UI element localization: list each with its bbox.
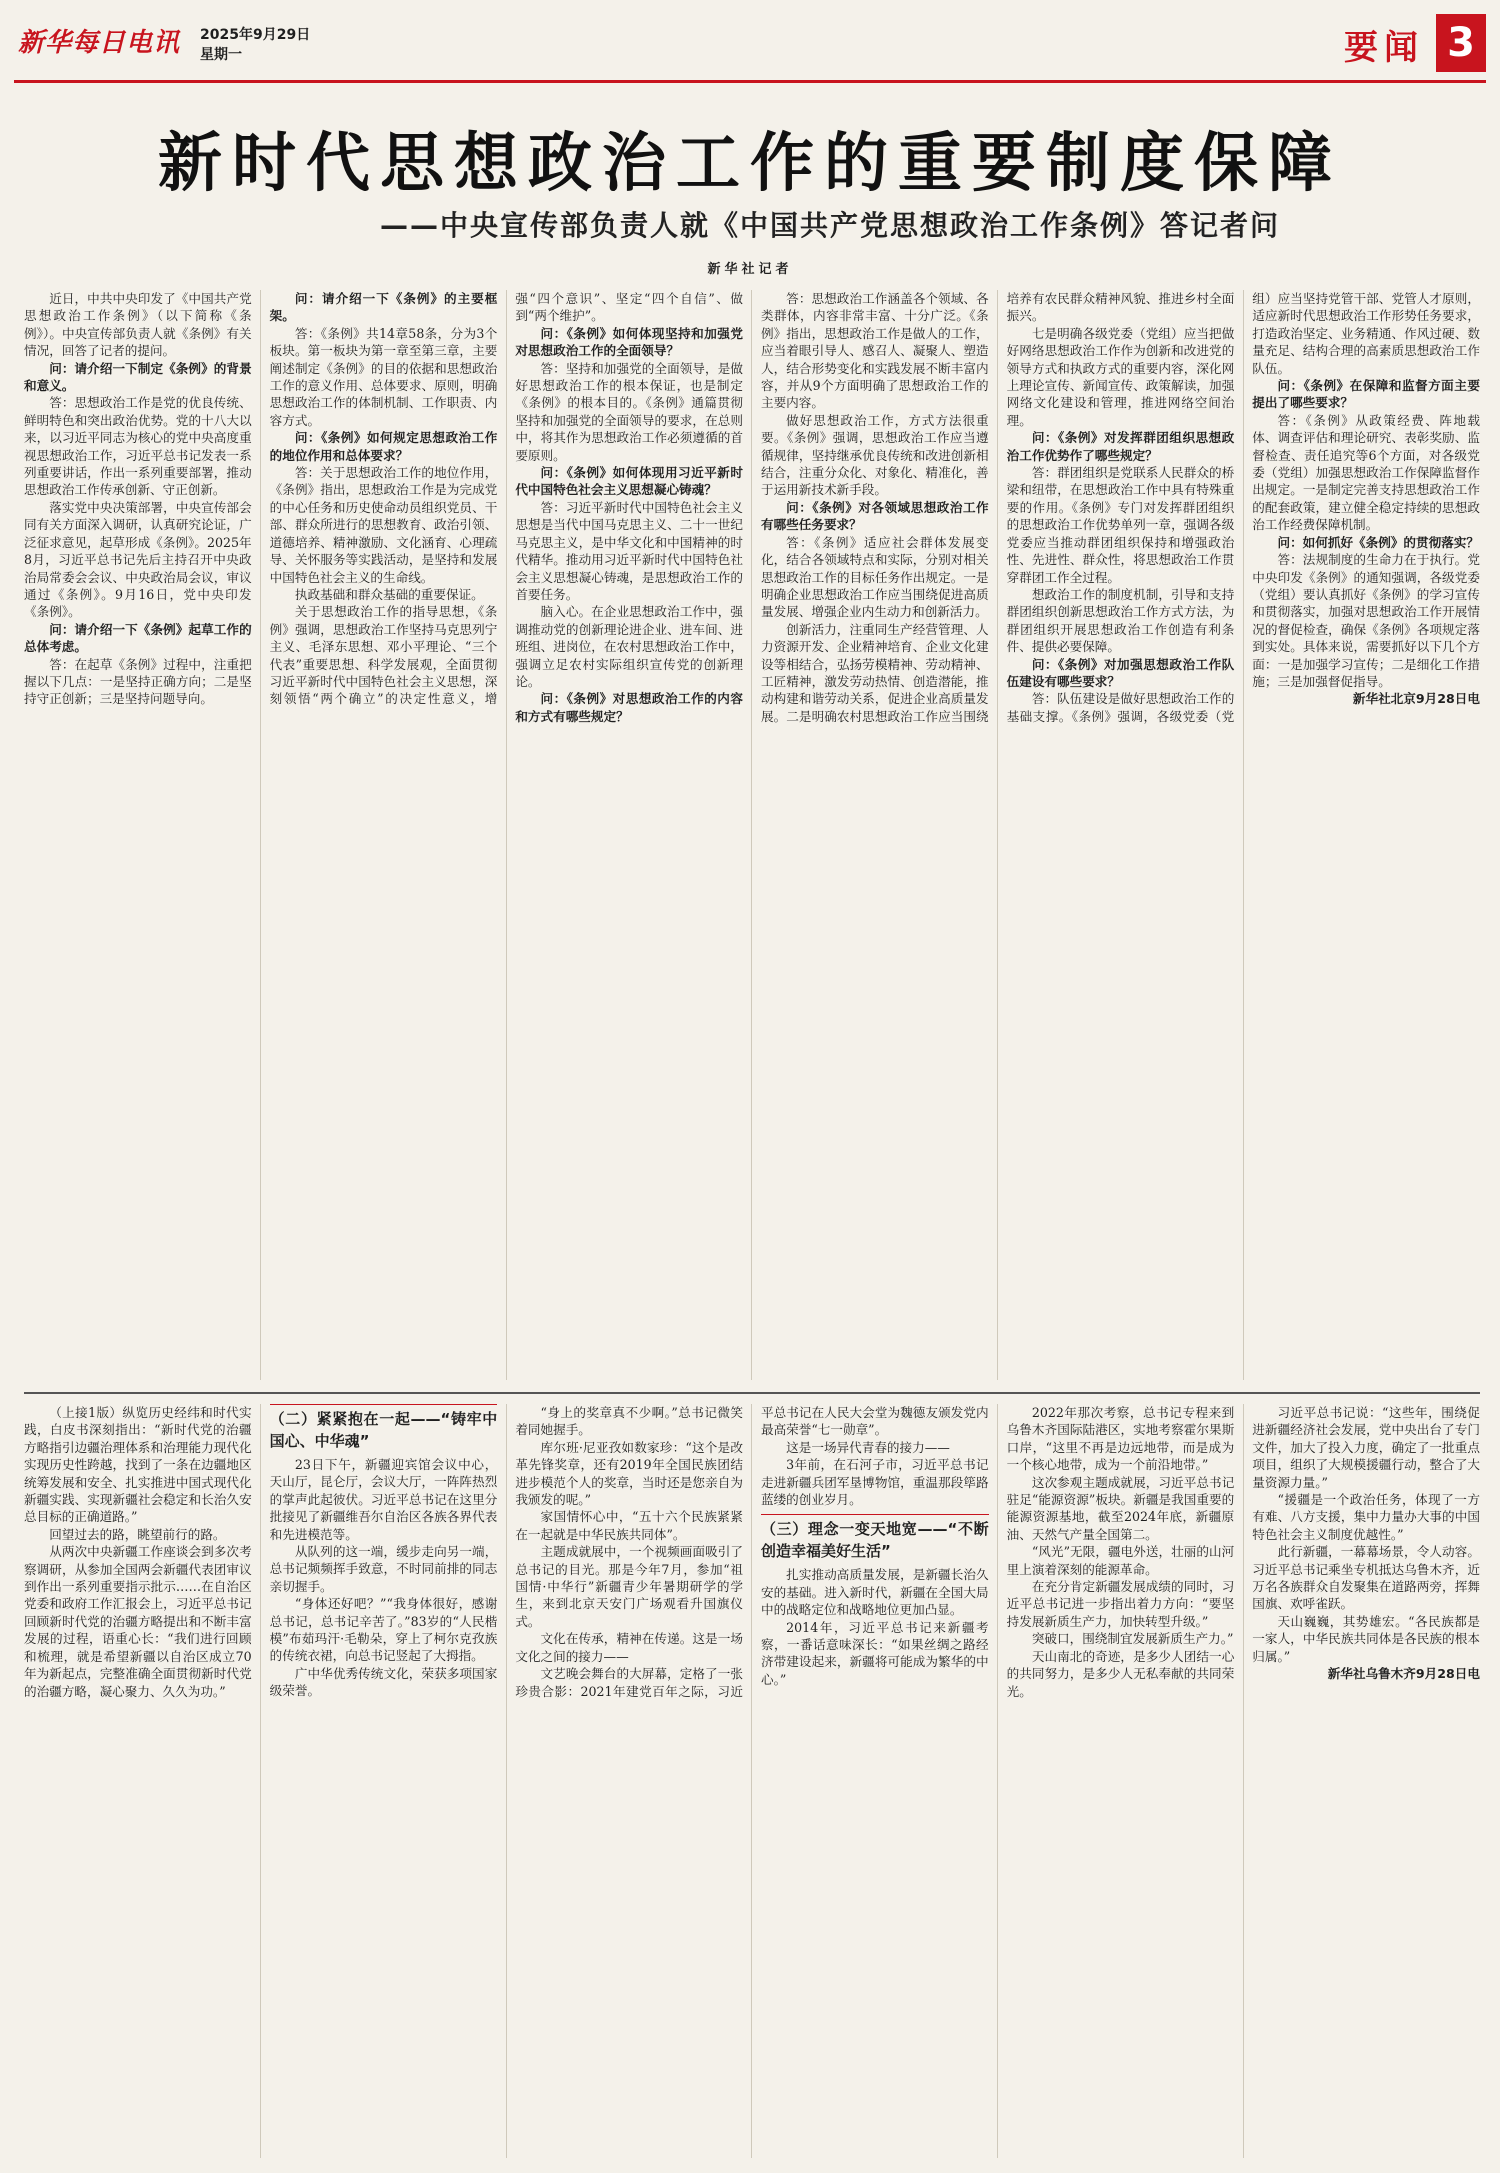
article-headline: 新时代思想政治工作的重要制度保障	[158, 126, 1342, 201]
body-paragraph: “援疆是一个政治任务，体现了一方有难、八方支援，集中力量办大事的中国特色社会主义制度优越性。”	[1252, 1492, 1480, 1542]
body-paragraph: 答：思想政治工作是党的优良传统、鲜明特色和突出政治优势。党的十八大以来，以习近平同志为核心的党中央高度重视思想政治工作，习近平总书记发表一系列重要讲话，作出一系列重要部署，推动思想政治工作传承创新、守正创新。	[24, 395, 252, 498]
body-paragraph: 答：队伍建设是做好思想政治工作的基础支撑。《条例》强调，各级党委（党组）应当坚持党管干部、党管人才原则，适应新时代思想政治工作形势任务要求，打造政治坚定、业务精通、作风过硬、数量充足、结构合理的高素质思想政治工作队伍。	[1006, 291, 1480, 724]
body-paragraph: 文化在传承，精神在传递。这是一场文化之间的接力——	[515, 1631, 743, 1664]
question-paragraph: 问：《条例》在保障和监督方面主要提出了哪些要求？	[1252, 378, 1480, 411]
article-subheadline: ——中央宣传部负责人就《中国共产党思想政治工作条例》答记者问	[379, 209, 1280, 242]
body-paragraph: 从队列的这一端，缓步走向另一端，总书记频频挥手致意，不时同前排的同志亲切握手。	[269, 1544, 498, 1594]
body-paragraph: 23日下午，新疆迎宾馆会议中心，天山厅，昆仑厅，会议大厅，一阵阵热烈的掌声此起彼伏。习近平总书记在这里分批接见了新疆维吾尔自治区各族各界代表和先进模范等。	[269, 1457, 498, 1542]
body-paragraph: 答：习近平新时代中国特色社会主义思想是当代中国马克思主义、二十一世纪马克思主义，是中华文化和中国精神的时代精华。推动用习近平新时代中国特色社会主义思想凝心铸魂，是思想政治工作的首要任务。	[515, 499, 743, 602]
body-paragraph: （上接1版）纵览历史经纬和时代实践，白皮书深刻指出：“新时代党的治疆方略指引边疆治理体系和治理能力现代化实现历史性跨越，找到了一条在边疆地区统筹发展和安全、扎实推进中国式现代化新疆实践、实现新疆社会稳定和长治久安总目标的正确道路。”	[24, 1405, 252, 1525]
newspaper-brand: 新华每日电讯	[18, 28, 181, 58]
question-paragraph: 问：《条例》对各领域思想政治工作有哪些任务要求？	[760, 499, 989, 533]
continued-story-body	[24, 1404, 1480, 2158]
body-paragraph: 扎实推动高质量发展，是新疆长治久安的基础。进入新时代，新疆在全国大局中的战略定位和战略地位更加凸显。	[760, 1567, 989, 1618]
question-paragraph: 问：《条例》如何规定思想政治工作的地位作用和总体要求？	[269, 430, 498, 463]
body-paragraph: 天山巍巍，其势雄宏。“各民族都是一家人，中华民族共同体是各民族的根本归属。”	[1252, 1613, 1480, 1664]
body-paragraph: 在充分肯定新疆发展成绩的同时，习近平总书记进一步指出着力方向：“要坚持发展新质生产力，加快转型升级。”	[1006, 1579, 1235, 1629]
page-number: 3	[1436, 14, 1486, 72]
body-paragraph: 3年前，在石河子市，习近平总书记走进新疆兵团军垦博物馆，重温那段筚路蓝缕的创业岁月。	[760, 1457, 989, 1508]
question-paragraph: 问：请介绍一下制定《条例》的背景和意义。	[24, 360, 252, 394]
body-paragraph: 广中华优秀传统文化，荣获多项国家级荣誉。	[269, 1665, 498, 1699]
masthead-rule	[14, 80, 1486, 83]
issue-date: 2025年9月29日	[200, 27, 311, 43]
body-paragraph: 答：在起草《条例》过程中，注重把握以下几点：一是坚持正确方向；二是坚持守正创新；三是坚持问题导向。	[24, 656, 252, 707]
body-paragraph: 回望过去的路，眺望前行的路。	[49, 1526, 226, 1542]
masthead	[14, 14, 1486, 76]
body-paragraph: 库尔班·尼亚孜如数家珍：“这个是改革先锋奖章，还有2019年全国民族团结进步模范个人的奖章，当时还是您亲自为我颁发的呢。”	[515, 1439, 743, 1508]
body-paragraph: 答：《条例》适应社会群体发展变化，结合各领域特点和实际，分别对相关思想政治工作的目标任务作出规定。一是明确企业思想政治工作应当围绕促进高质量发展、增强企业内生动力和创新活力。	[760, 534, 989, 620]
question-paragraph: 问：如何抓好《条例》的贯彻落实？	[1277, 534, 1479, 550]
section-name: 要闻	[1344, 28, 1424, 68]
body-paragraph: 2014年，习近平总书记来新疆考察，一番话意味深长：“如果丝绸之路经济带建设起来，新疆将可能成为繁华的中心。”	[760, 1619, 989, 1687]
section-subheading: （三）理念一变天地宽——“不断创造幸福美好生活”	[761, 1514, 989, 1562]
section-subheading: （二）紧紧抱在一起——“铸牢中国心、中华魂”	[270, 1404, 498, 1452]
body-paragraph: 这次参观主题成就展，习近平总书记驻足“能源资源”板块。新疆是我国重要的能源资源基地，截至2024年底，新疆原油、天然气产量全国第二。	[1006, 1474, 1235, 1542]
question-paragraph: 问：《条例》如何体现坚持和加强党对思想政治工作的全面领导？	[515, 325, 743, 359]
body-paragraph: 答：法规制度的生命力在于执行。党中央印发《条例》的通知强调，各级党委（党组）要认真抓好《条例》的学习宣传和贯彻落实，加强对思想政治工作开展情况的督促检查，确保《条例》各项规定落到实处。具体来说，需要抓好以下几个方面：一是加强学习宣传；二是细化工作措施；三是加强督促指导。	[1252, 552, 1480, 689]
body-paragraph: 从两次中央新疆工作座谈会到多次考察调研，从参加全国两会新疆代表团审议到作出一系列重要指示批示……在自治区党委和政府工作汇报会上，习近平总书记回顾新时代党的治疆方略提出和不断丰富发展的过程，语重心长：“我们进行回顾和梳理，就是希望新疆以自治区成立70年为新起点，完整准确全面贯彻新时代党的治疆方略，凝心聚力、久久为功。”	[24, 1544, 252, 1699]
body-paragraph: 答：关于思想政治工作的地位作用，《条例》指出，思想政治工作是为完成党的中心任务和历史使命动员组织党员、干部、群众所进行的思想教育、政治引领、道德培养、精神激励、文化涵育、心理疏导、关怀服务等实践活动，是坚持和发展中国特色社会主义的生命线。	[269, 465, 498, 585]
body-paragraph: 落实党中央决策部署，中央宣传部会同有关方面深入调研，认真研究论证，广泛征求意见，起草形成《条例》。2025年8月，习近平总书记先后主持召开中央政治局常委会会议、中央政治局会议，审议通过《条例》。9月16日，党中央印发《条例》。	[24, 499, 252, 620]
body-paragraph: 2022年那次考察，总书记专程来到乌鲁木齐国际陆港区，实地考察霍尔果斯口岸，“这里不再是边远地带，而是成为一个核心地带，成为一个前沿地带。”	[1006, 1405, 1235, 1473]
body-paragraph: 答：坚持和加强党的全面领导，是做好思想政治工作的根本保证，也是制定《条例》的根本目的。《条例》通篇贯彻坚持和加强党的全面领导的要求，在总则中，将其作为思想政治工作必须遵循的首要原则。	[515, 360, 743, 463]
body-paragraph: 突破口，围绕制宜发展新质生产力。”	[1031, 1631, 1234, 1647]
question-paragraph: 问：《条例》对加强思想政治工作队伍建设有哪些要求？	[1006, 656, 1235, 689]
body-paragraph: 七是明确各级党委（党组）应当把做好网络思想政治工作作为创新和改进党的领导方式和执政方式的重要内容，深化网上理论宣传、新闻宣传、政策解读，加强网络文化建设和管理，推进网络空间治理。	[1006, 325, 1235, 428]
body-paragraph: 创新活力，注重同生产经营管理、人力资源开发、企业精神培育、企业文化建设等相结合，弘扬劳模精神、劳动精神、工匠精神，激发劳动热情、创造潜能，推动构建和谐劳动关系，促进企业高质量发展。二是明确农村思想政治工作应当围绕培养有农民群众精神风貌、推进乡村全面振兴。	[760, 291, 1235, 724]
body-paragraph: 天山南北的奇迹，是多少人团结一心的共同努力，是多少人无私奉献的共同荣光。	[1006, 1648, 1235, 1699]
body-paragraph: 习近平总书记说：“这些年，围绕促进新疆经济社会发展，党中央出台了专门文件，加大了投入力度，确定了一批重点项目，组织了大规模援疆行动，整合了大量资源力量。”	[1252, 1405, 1480, 1490]
body-paragraph: 想政治工作的制度机制，引导和支持群团组织创新思想政治工作方式方法，为群团组织开展思想政治工作创造有利条件、提供必要保障。	[1006, 586, 1235, 655]
body-paragraph: 答：《条例》从政策经费、阵地载体、调查评估和理论研究、表彰奖励、监督检查、责任追究等6个方面，对各级党委（党组）加强思想政治工作保障监督作出规定。一是制定完善支持思想政治工作的配套政策，建立健全稳定持续的思想政治工作经费保障机制。	[1252, 412, 1480, 533]
body-paragraph: “身体还好吧？”“我身体很好，感谢总书记，总书记辛苦了。”83岁的“人民楷模”布茹玛汗·毛勒朵，穿上了柯尔克孜族的传统衣裙，向总书记竖起了大拇指。	[269, 1596, 498, 1664]
article-body	[24, 290, 1480, 1380]
body-paragraph: 文艺晚会舞台的大屏幕，定格了一张珍贵合影：2021年建党百年之际，习近平总书记在人民大会堂为魏德友颁发党内最高荣誉“七一勋章”。	[515, 1405, 989, 1699]
body-paragraph: 家国情怀心中，“五十六个民族紧紧在一起就是中华民族共同体”。	[515, 1509, 743, 1542]
question-paragraph: 问：请介绍一下《条例》的主要框架。	[269, 291, 498, 324]
body-paragraph: 执政基础和群众基础的重要保证。	[294, 586, 484, 602]
question-paragraph: 问：《条例》对思想政治工作的内容和方式有哪些规定？	[515, 691, 743, 724]
body-paragraph: 主题成就展中，一个视频画面吸引了总书记的目光。那是今年7月，参加“祖国情·中华行”新疆青少年暑期研学的学生，来到北京天安门广场观看升国旗仪式。	[515, 1544, 743, 1629]
article-byline: 新华社记者	[707, 262, 793, 277]
dateline-credit: 新华社乌鲁木齐9月28日电	[1327, 1666, 1480, 1682]
body-paragraph: 近日，中共中央印发了《中国共产党思想政治工作条例》（以下简称《条例》）。中央宣传部负责人就《条例》有关情况，回答了记者的提问。	[24, 291, 252, 359]
dateline-credit: 新华社北京9月28日电	[1352, 691, 1480, 707]
body-paragraph: 做好思想政治工作，方式方法很重要。《条例》强调，思想政治工作应当遵循规律，坚持继承优良传统和改进创新相结合，注重分众化、对象化、精准化，善于运用新技术新手段。	[760, 412, 989, 498]
question-paragraph: 问：请介绍一下《条例》起草工作的总体考虑。	[24, 621, 252, 655]
question-paragraph: 问：《条例》如何体现用习近平新时代中国特色社会主义思想凝心铸魂？	[515, 465, 743, 498]
body-paragraph: 脑入心。在企业思想政治工作中，强调推动党的创新理论进企业、进车间、进班组、进岗位，在农村思想政治工作中，强调立足农村实际组织宣传党的创新理论。	[515, 604, 743, 689]
body-paragraph: 此行新疆，一幕幕场景，令人动容。习近平总书记乘坐专机抵达乌鲁木齐，近万名各族群众自发聚集在道路两旁，挥舞国旗、欢呼雀跃。	[1252, 1544, 1480, 1612]
body-paragraph: 答：群团组织是党联系人民群众的桥梁和纽带，在思想政治工作中具有特殊重要的作用。《条例》专门对发挥群团组织的思想政治工作优势单列一章，强调各级党委应当推动群团组织保持和增强政治性、先进性、群众性，将思想政治工作贯穿群团工作全过程。	[1006, 465, 1235, 585]
story-divider	[24, 1392, 1480, 1394]
body-paragraph: 答：思想政治工作涵盖各个领域、各类群体，内容非常丰富、十分广泛。《条例》指出，思想政治工作是做人的工作，应当着眼引导人、感召人、凝聚人、塑造人，结合形势变化和实践发展不断丰富内容，并从9个方面明确了思想政治工作的主要内容。	[760, 291, 989, 411]
body-paragraph: 答：《条例》共14章58条，分为3个板块。第一板块为第一章至第三章，主要阐述制定《条例》的目的依据和思想政治工作的意义作用、总体要求、原则，明确思想政治工作的体制机制、工作职责、内容方式。	[269, 325, 498, 428]
body-paragraph: “风光”无限，疆电外送，壮丽的山河里上演着深刻的能源革命。	[1006, 1544, 1235, 1577]
body-paragraph: 这是一场异代青春的接力——	[786, 1439, 950, 1455]
question-paragraph: 问：《条例》对发挥群团组织思想政治工作优势作了哪些规定？	[1006, 430, 1235, 463]
body-paragraph: 关于思想政治工作的指导思想，《条例》强调，思想政治工作坚持马克思列宁主义、毛泽东思想、邓小平理论、“三个代表”重要思想、科学发展观，全面贯彻习近平新时代中国特色社会主义思想，深刻领悟“两个确立”的决定性意义，增强“四个意识”、坚定“四个自信”、做到“两个维护”。	[269, 291, 743, 707]
issue-weekday: 星期一	[200, 47, 242, 63]
body-paragraph: “身上的奖章真不少啊。”总书记微笑着同她握手。	[515, 1405, 743, 1438]
